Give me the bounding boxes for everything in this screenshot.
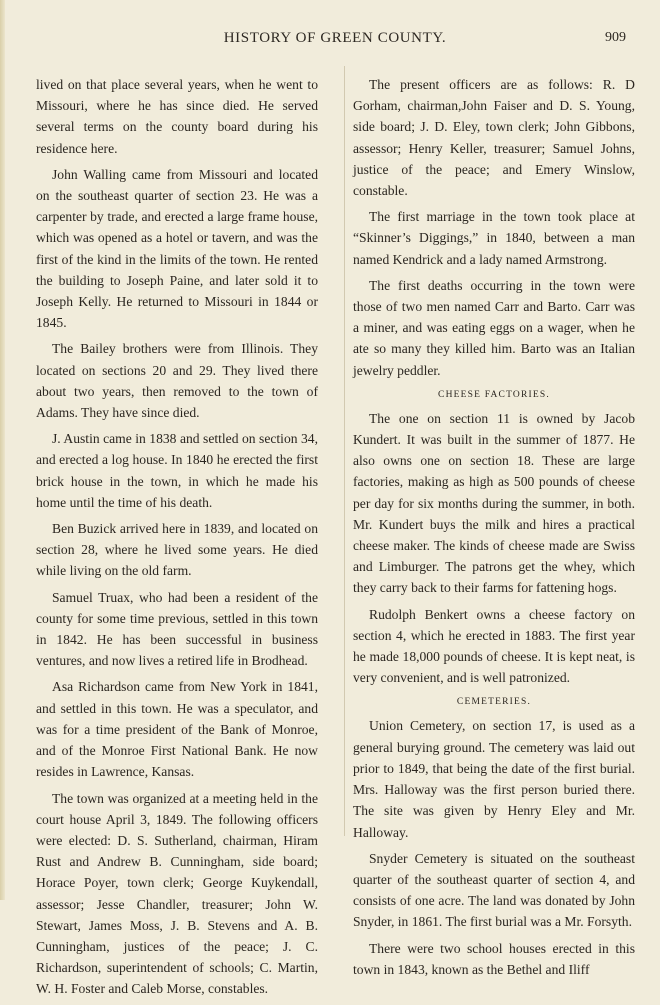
column-divider [344,66,345,836]
paragraph: lived on that place several years, when he went to Missouri, where he has since died. He served several terms on the county board during his residence here. [36,77,318,156]
paragraph: Rudolph Benkert owns a cheese factory on section 4, which he erected in 1883. The first year he made 18,000 pounds of cheese. It is kept neat, is very convenient, and is well patronized. [353,606,635,686]
page-header [40,30,630,54]
paragraph: J. Austin came in 1838 and settled on section 34, and erected a log house. In 1840 he erected the first brick house in the town, in which he made his home until the time of his death. [36,431,318,510]
paragraph: Ben Buzick arrived here in 1839, and located on section 28, where he lived some years. He died while living on the old farm. [36,521,318,579]
paragraph: The first marriage in the town took place at “Skinner’s Diggings,” in 1840, between a man named Kendrick and a lady named Armstrong. [353,209,635,267]
paragraph: Snyder Cemetery is situated on the southeast quarter of the southeast quarter of section 4, and consists of one acre. The land was donated by John Snyder, in 1861. The first burial was a Mr. Forsyth. [353,850,635,930]
paragraph: The one on section 11 is owned by Jacob Kundert. It was built in the summer of 1877. He also owns one on section 18. These are large factories, making as high as 500 pounds of cheese per day for six months during the summer, in both. Mr. Kundert buys the milk and hires a practical cheese maker. The kinds of cheese made are Swiss and Limburger. The patrons get the whey, which they carry back to their farms for fattening hogs. [353,410,635,596]
paragraph: The Bailey brothers were from Illinois. They located on sections 20 and 29. They lived there about two years, then removed to the town of Adams. They have since died. [36,341,318,421]
paragraph: Samuel Truax, who had been a resident of the county for some time previous, settled in this town in 1842. He has been successful in business ventures, and now lives a retired life in Brodhead. [36,589,318,669]
paragraph: The present officers are as follows: R. D Gorham, chairman,John Faiser and D. S. Young, side board; J. D. Eley, town clerk; John Gibbons, assessor; Henry Keller, treasurer; Samuel Johns, justice of the peace; and Emery Winslow, constable. [353,77,635,199]
paragraph: There were two school houses erected in this town in 1843, known as the Bethel and Iliff [353,940,635,977]
page-number: 909 [605,30,626,45]
paragraph: John Walling came from Missouri and located on the southeast quarter of section 23. He was a carpenter by trade, and erected a large frame house, which was opened as a hotel or tavern, and was the first of the kind in the limits of the town. He rented the building to Joseph Paine, and later sold it to Joseph Kelly. He returned to Missouri in 1844 or 1845. [36,166,318,331]
page-binding-edge [0,0,5,900]
paragraph: Asa Richardson came from New York in 1841, and settled in this town. He was a speculator, and was for a time president of the Bank of Monroe, and of the Monroe First National Bank. He now resides in Lawrence, Kansas. [36,679,318,780]
paragraph: Union Cemetery, on section 17, is used as a general burying ground. The cemetery was laid out prior to 1849, that being the date of the first burial. Mrs. Halloway was the first person buried there. The site was given by Henry Eley and Mr. Halloway. [353,718,635,840]
running-title: HISTORY OF GREEN COUNTY. [223,30,447,46]
paragraph: The first deaths occurring in the town were those of two men named Carr and Barto. Carr was a miner, and was eating eggs on a wager, when he ate so many they killed him. Barto was an Italian jewelry peddler. [353,277,635,378]
left-column [36,74,318,1005]
section-heading-cemeteries: CEMETERIES. [456,697,532,708]
section-heading-cheese-factories: CHEESE FACTORIES. [438,389,550,400]
paragraph: The town was organized at a meeting held in the court house April 3, 1849. The following officers were elected: D. S. Sutherland, chairman, Hiram Rust and Andrew B. Cunningham, side board; Horace Poyer, town clerk; George Kuykendall, assessor; Jesse Chandler, treasurer; John W. Stewart, James Moss, J. B. Stevens and A. B. Cunningham, justices of the peace; J. C. Richardson, superintendent of schools; C. Martin, W. H. Foster and Caleb Morse, constables. [36,790,318,997]
right-column [353,74,635,985]
